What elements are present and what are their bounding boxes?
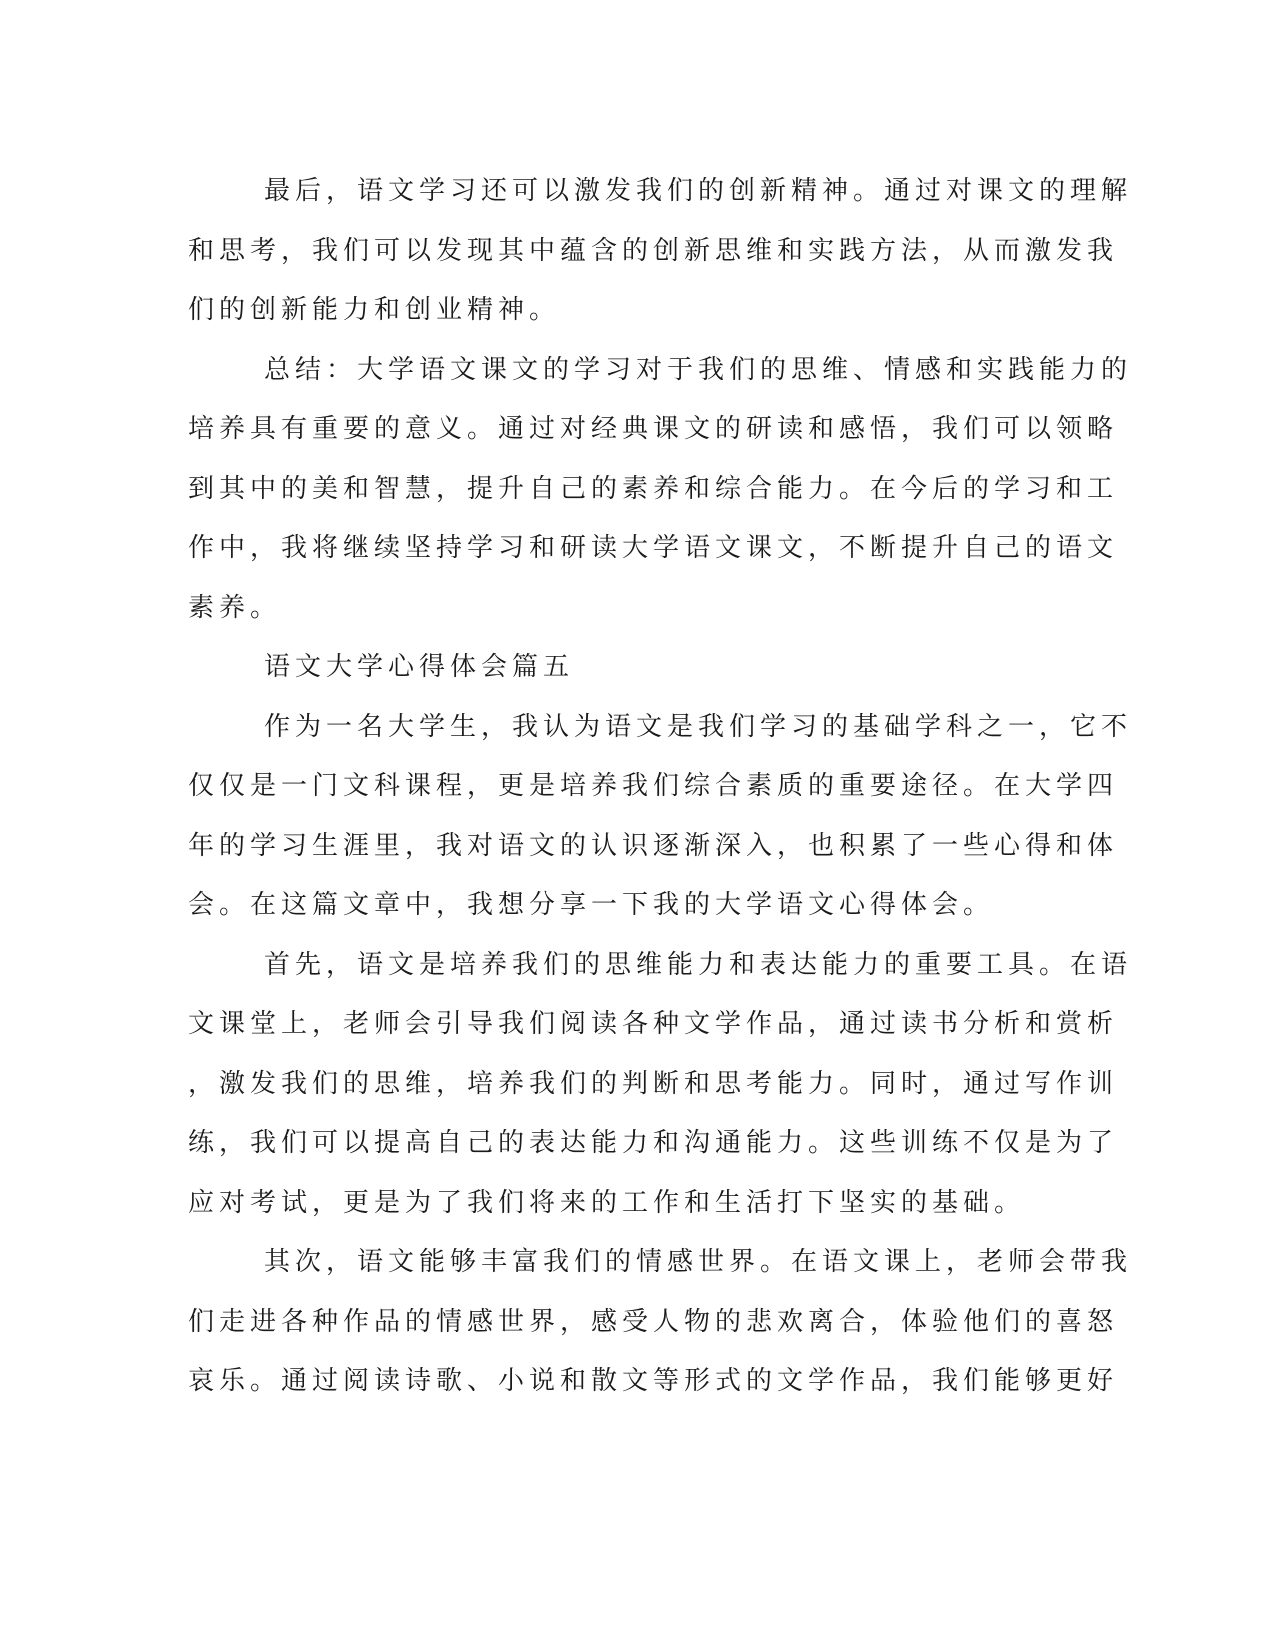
text-line: 文课堂上，老师会引导我们阅读各种文学作品，通过读书分析和赏析: [188, 1009, 1119, 1039]
text-line: 总结：大学语文课文的学习对于我们的思维、情感和实践能力的: [264, 354, 1133, 385]
text-line: 作为一名大学生，我认为语文是我们学习的基础学科之一，它不: [264, 711, 1133, 742]
text-line: ，激发我们的思维，培养我们的判断和思考能力。同时，通过写作训: [188, 1068, 1119, 1099]
text-line: 仅仅是一门文科课程，更是培养我们综合素质的重要途径。在大学四: [188, 771, 1119, 801]
text-line: 培养具有重要的意义。通过对经典课文的研读和感悟，我们可以领略: [188, 414, 1119, 444]
text-line: 练，我们可以提高自己的表达能力和沟通能力。这些训练不仅是为了: [188, 1128, 1119, 1158]
text-line: 首先，语文是培养我们的思维能力和表达能力的重要工具。在语: [264, 949, 1133, 980]
body-text: [188, 162, 1133, 1412]
text-line: 们的创新能力和创业精神。: [188, 295, 561, 325]
text-line: 到其中的美和智慧，提升自己的素养和综合能力。在今后的学习和工: [188, 473, 1119, 504]
text-line: 们走进各种作品的情感世界，感受人物的悲欢离合，体验他们的喜怒: [188, 1306, 1119, 1337]
text-line: 哀乐。通过阅读诗歌、小说和散文等形式的文学作品，我们能够更好: [188, 1366, 1119, 1396]
section-heading: 语文大学心得体会篇五: [264, 652, 575, 682]
text-line: 作中，我将继续坚持学习和研读大学语文课文，不断提升自己的语文: [188, 533, 1119, 563]
text-line: 其次，语文能够丰富我们的情感世界。在语文课上，老师会带我: [264, 1247, 1133, 1277]
text-line: 应对考试，更是为了我们将来的工作和生活打下坚实的基础。: [188, 1187, 1026, 1218]
text-line: 和思考，我们可以发现其中蕴含的创新思维和实践方法，从而激发我: [188, 235, 1119, 266]
text-line: 素养。: [188, 592, 282, 623]
text-line: 最后，语文学习还可以激发我们的创新精神。通过对课文的理解: [264, 176, 1133, 206]
text-line: 会。在这篇文章中，我想分享一下我的大学语文心得体会。: [188, 890, 995, 920]
text-line: 年的学习生涯里，我对语文的认识逐渐深入，也积累了一些心得和体: [188, 830, 1119, 861]
